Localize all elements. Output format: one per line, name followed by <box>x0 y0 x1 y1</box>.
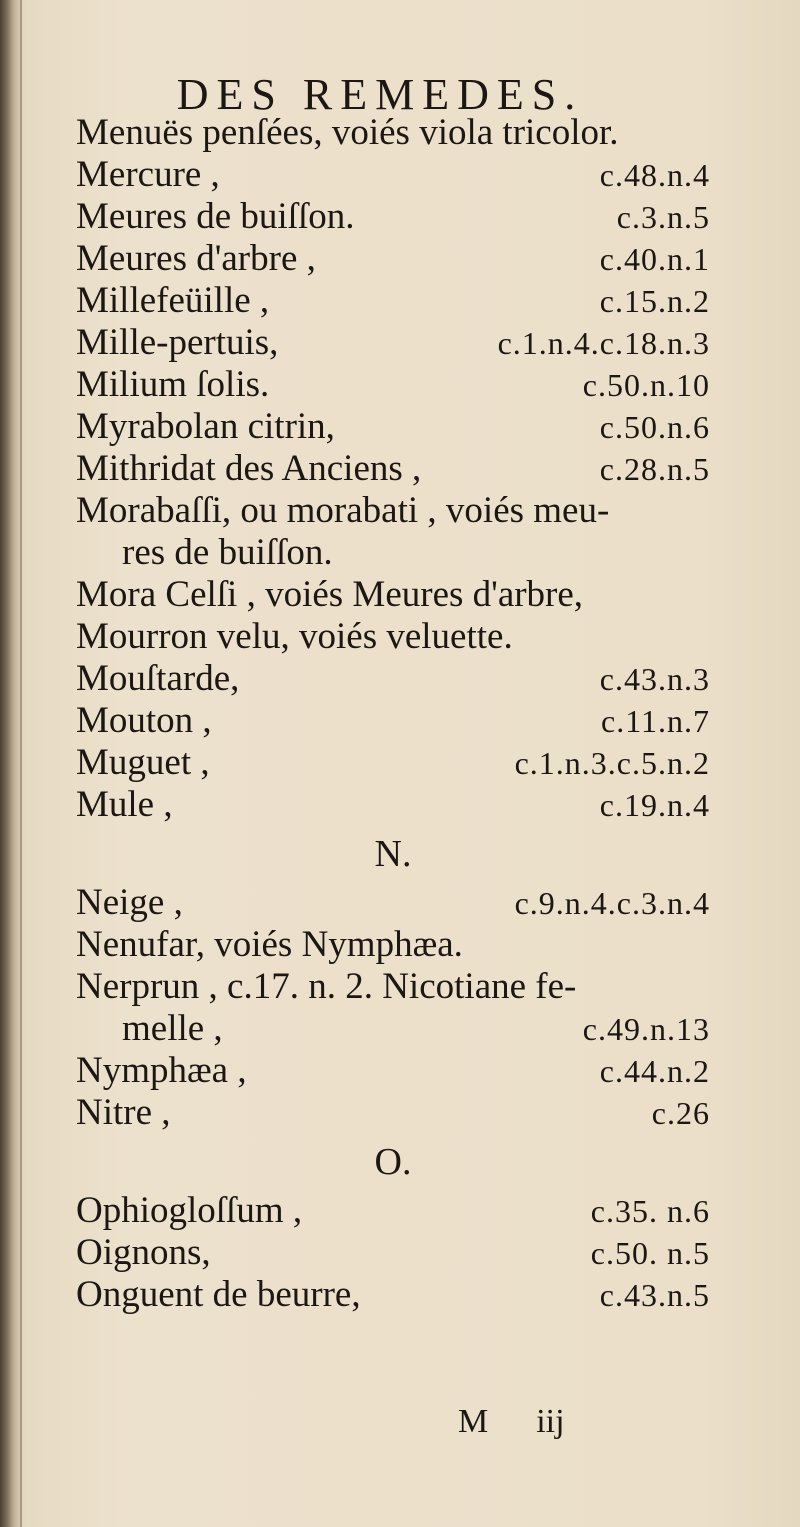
entry-term: Mercure , <box>76 154 220 195</box>
index-entry <box>76 742 710 784</box>
index-entry <box>76 784 710 826</box>
index-entry <box>76 574 710 616</box>
index-entry <box>76 406 710 448</box>
entry-term: Nymphæa , <box>76 1050 247 1091</box>
index-entry <box>76 154 710 196</box>
index-entry <box>76 616 710 658</box>
entry-term: Mouſtarde, <box>76 658 240 699</box>
running-head: DES REMEDES. <box>176 70 584 119</box>
index-entry <box>76 1092 710 1134</box>
entry-term: Mille-pertuis, <box>76 322 279 363</box>
entry-reference: c.19.n.4 <box>599 787 710 823</box>
entry-reference: c.15.n.2 <box>599 283 710 319</box>
entry-reference: c.43.n.5 <box>599 1277 710 1313</box>
entry-term: Mule , <box>76 784 173 825</box>
entry-term: melle , <box>122 1008 223 1049</box>
binding-gutter <box>0 0 20 1527</box>
gutter-edge <box>20 0 22 1527</box>
index-entry <box>76 490 710 532</box>
entry-reference: c.3.n.5 <box>616 199 710 235</box>
signature-mark <box>458 1402 565 1442</box>
entry-reference: c.1.n.3.c.5.n.2 <box>514 745 710 781</box>
signature-number: iij <box>536 1403 565 1440</box>
index-entry-continuation <box>76 1008 710 1050</box>
section-letter-label: N. <box>374 833 412 875</box>
index-entry <box>76 1232 710 1274</box>
entry-term: Menuës penſées, voiés viola tricolor. <box>76 112 619 153</box>
entry-term: Morabaſſi, ou morabati , voiés meu- <box>76 490 610 531</box>
entry-term: Myrabolan citrin, <box>76 406 335 447</box>
index-entry <box>76 1050 710 1092</box>
entry-term: Nitre , <box>76 1092 171 1133</box>
index-entry <box>76 322 710 364</box>
index-entry <box>76 280 710 322</box>
entry-term: Mithridat des Anciens , <box>76 448 422 489</box>
signature-letter: M <box>458 1403 489 1440</box>
entry-term: Muguet , <box>76 742 210 783</box>
entry-term: Meures de buiſſon. <box>76 196 355 237</box>
index-entry <box>76 966 710 1008</box>
entry-reference: c.1.n.4.c.18.n.3 <box>497 325 710 361</box>
index-entry <box>76 1190 710 1232</box>
index-entries <box>76 112 710 1316</box>
entry-reference: c.49.n.13 <box>582 1011 710 1047</box>
entry-term: Mora Celſi , voiés Meures d'arbre, <box>76 574 584 615</box>
index-entry <box>76 112 710 154</box>
entry-term: Meures d'arbre , <box>76 238 316 279</box>
entry-reference: c.48.n.4 <box>599 157 710 193</box>
entry-term: Millefeüille , <box>76 280 270 321</box>
index-entry <box>76 1274 710 1316</box>
entry-reference: c.43.n.3 <box>599 661 710 697</box>
entry-term: res de buiſſon. <box>122 532 333 573</box>
entry-term: Neige , <box>76 882 183 923</box>
entry-reference: c.26 <box>651 1095 710 1131</box>
entry-reference: c.40.n.1 <box>599 241 710 277</box>
section-letter <box>76 1134 710 1190</box>
entry-term: Milium ſolis. <box>76 364 270 405</box>
index-entry <box>76 882 710 924</box>
index-entry <box>76 364 710 406</box>
entry-reference: c.50.n.6 <box>599 409 710 445</box>
entry-reference: c.35. n.6 <box>590 1193 710 1229</box>
entry-term: Ophiogloſſum , <box>76 1190 303 1231</box>
section-letter <box>76 826 710 882</box>
entry-term: Mourron velu, voiés veluette. <box>76 616 513 657</box>
index-entry <box>76 700 710 742</box>
entry-term: Oignons, <box>76 1232 211 1273</box>
entry-term: Nerprun , c.17. n. 2. Nicotiane fe- <box>76 966 577 1007</box>
entry-reference: c.9.n.4.c.3.n.4 <box>514 885 710 921</box>
index-entry <box>76 238 710 280</box>
entry-term: Mouton , <box>76 700 212 741</box>
index-entry <box>76 924 710 966</box>
index-entry <box>76 658 710 700</box>
entry-reference: c.50.n.10 <box>582 367 710 403</box>
entry-term: Nenufar, voiés Nymphæa. <box>76 924 463 965</box>
section-letter-label: O. <box>374 1141 412 1183</box>
index-entry-continuation <box>76 532 710 574</box>
entry-reference: c.44.n.2 <box>599 1053 710 1089</box>
entry-reference: c.50. n.5 <box>590 1235 710 1271</box>
index-entry <box>76 448 710 490</box>
entry-reference: c.28.n.5 <box>599 451 710 487</box>
entry-reference: c.11.n.7 <box>600 703 710 739</box>
index-entry <box>76 196 710 238</box>
entry-term: Onguent de beurre, <box>76 1274 361 1315</box>
